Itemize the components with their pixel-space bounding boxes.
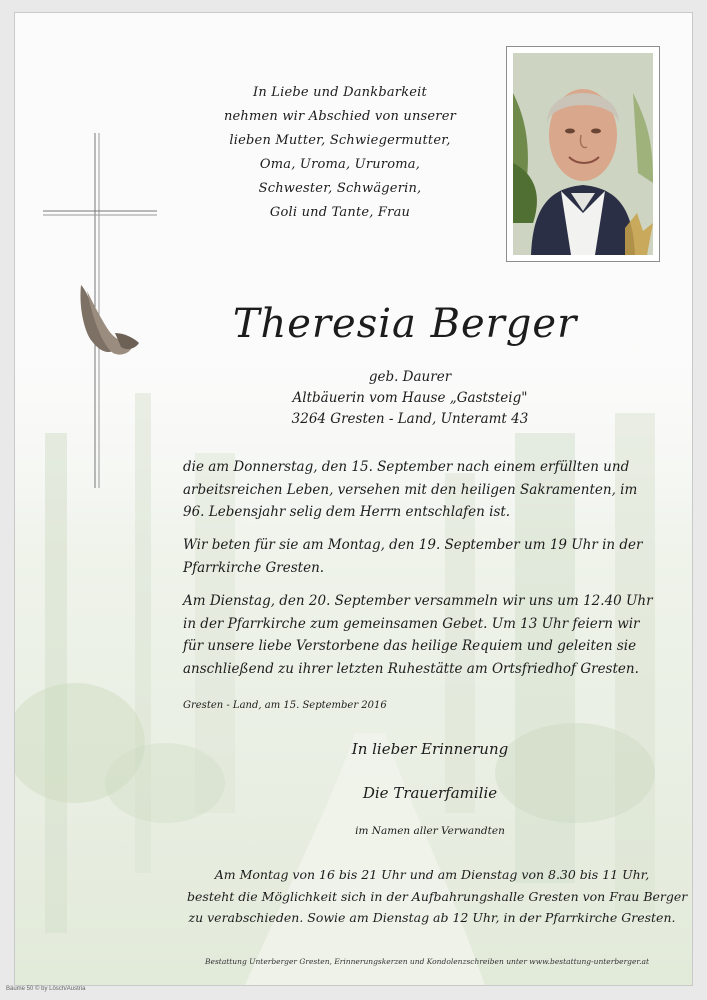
funeral-paragraph: Am Dienstag, den 20. September versammeln wir uns um 12.40 Uhr in der Pfarrkirche zum gemeinsamen Gebet. Um 13 Uhr feiern wir für unsere liebe Verstorbene das heilige Requiem und geleiten sie anschließend zu ihrer letzten Ruhestätte am Ortsfriedhof Gresten. [183,593,653,677]
cross-icon [43,133,163,493]
deceased-name: Theresia Berger [232,301,578,347]
intro-line: nehmen wir Abschied von unserer [223,109,457,124]
viewing-info [187,864,688,929]
birth-name: geb. Daurer [368,369,452,385]
remembrance-heading: In lieber Erinnerung [351,740,509,758]
death-paragraph: die am Donnerstag, den 15. September nach einem erfüllten und arbeitsreichen Leben, versehen mit den heiligen Sakramenten, im 96. Lebensjahr selig dem Herrn entschlafen ist. [183,459,638,520]
viewing-line: Am Montag von 16 bis 21 Uhr und am Dienstag von 8.30 bis 11 Uhr, [214,867,650,882]
intro-line: Schwester, Schwägerin, [258,181,422,196]
viewing-line: zu verabschieden. Sowie am Dienstag ab 12 Uhr, in der Pfarrkirche Gresten. [188,910,676,925]
family-signature: Die Trauerfamilie [362,784,498,802]
praying-hands-icon [80,285,139,355]
on-behalf-line: im Namen aller Verwandten [355,825,505,837]
place-date: Gresten - Land, am 15. September 2016 [183,700,387,711]
intro-text [215,81,465,225]
occupation: Altbäuerin vom Hause „Gaststeig" [292,390,528,406]
footer-note: Bestattung Unterberger Gresten, Erinnerungskerzen und Kondolenzschreiben unter www.bestattung-unterberger.at [205,957,650,966]
intro-line: Goli und Tante, Frau [269,205,411,220]
obituary-sheet [14,12,693,986]
address: 3264 Gresten - Land, Unteramt 43 [291,411,529,427]
viewing-line: besteht die Möglichkeit sich in der Aufbahrungshalle Gresten von Frau Berger [187,888,688,904]
intro-line: In Liebe und Dankbarkeit [253,85,427,100]
portrait-frame [506,46,660,262]
intro-line: Oma, Uroma, Ururoma, [259,157,421,172]
deceased-details [265,367,555,430]
intro-line: lieben Mutter, Schwiegermutter, [229,133,451,148]
portrait-photo [513,53,653,255]
prayer-paragraph: Wir beten für sie am Montag, den 19. September um 19 Uhr in der Pfarrkirche Gresten. [183,537,643,576]
copyright-note: Bäume 50 © by Lösch/Austria [6,986,86,992]
